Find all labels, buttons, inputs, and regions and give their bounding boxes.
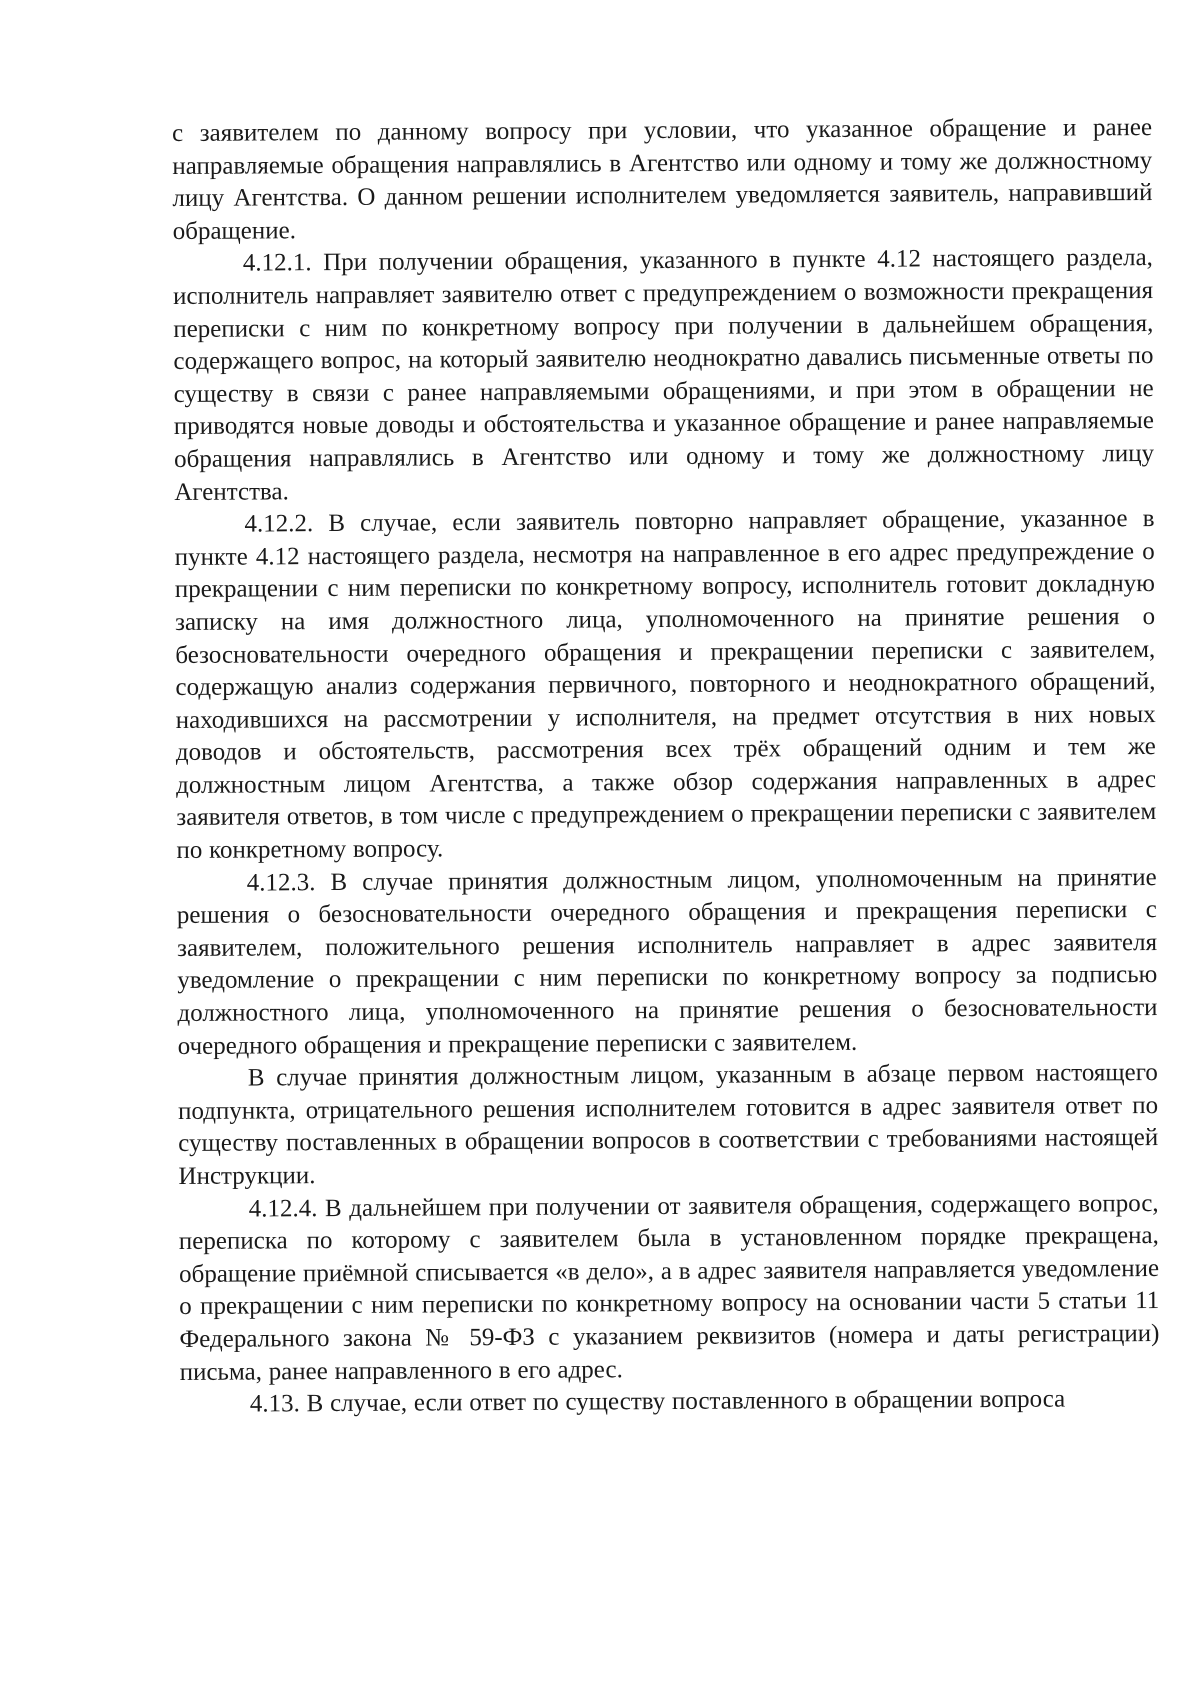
paragraph-4-12-3: 4.12.3. В случае принятия должностным лицом, уполномоченным на принятие решения о безосновательности очередного обращения и прекращения переписки с заявителем, положительного решения исполнитель направляет в адрес заявителя уведомление о прекращении с ним переписки по конкретному вопросу за подписью должностного лица, уполномоченного на принятие решения о безосновательности очередного обращения и прекращение переписки с заявителем.	[176, 863, 1158, 1060]
paragraph-4-12-2: 4.12.2. В случае, если заявитель повторно направляет обращение, указанное в пункте 4.12 настоящего раздела, несмотря на направленное в его адрес предупреждение о прекращении с ним переписки по конкретному вопросу, исполнитель готовит докладную записку на имя должностного лица, уполномоченного на принятие решения о безосновательности очередного обращения и прекращении переписки с заявителем, содержащую анализ содержания первичного, повторного и неоднократного обращений, находившихся на рассмотрении у исполнителя, на предмет отсутствия в них новых доводов и обстоятельств, рассмотрения всех трёх обращений одним и тем же должностным лицом Агентства, а также обзор содержания направленных в адрес заявителя ответов, в том числе с предупреждением о прекращении переписки с заявителем по конкретному вопросу.	[174, 505, 1157, 865]
paragraph-4-12-1: 4.12.1. При получении обращения, указанного в пункте 4.12 настоящего раздела, исполнитель направляет заявителю ответ с предупреждением о возможности прекращения переписки с ним по конкретному вопросу при получении в дальнейшем обращения, содержащего вопрос, на который заявителю неоднократно давались письменные ответы по существу в связи с ранее направляемыми обращениями, и при этом в обращении не приводятся новые доводы и обстоятельства и указанное обращение и ранее направляемые обращения направлялись в Агентство или одному и тому же должностному лицу Агентства.	[173, 244, 1155, 506]
paragraph-continuation: с заявителем по данному вопросу при условии, что указанное обращение и ранее направляемые обращения направлялись в Агентство или одному и тому же должностному лицу Агентства. О данном решении исполнителем уведомляется заявитель, направивший обращение.	[172, 114, 1153, 245]
paragraph-4-13: 4.13. В случае, если ответ по существу поставленного в обращении вопроса	[249, 1385, 1066, 1418]
document-body	[172, 112, 1160, 1422]
paragraph-4-12-4: 4.12.4. В дальнейшем при получении от заявителя обращения, содержащего вопрос, переписка по которому с заявителем была в установленном порядке прекращена, обращение приёмной списывается «в дело», а в адрес заявителя направляется уведомление о прекращении с ним переписки по конкретному вопросу на основании части 5 статьи 11 Федерального закона № 59-ФЗ с указанием реквизитов (номера и даты регистрации) письма, ранее направленного в его адрес.	[178, 1189, 1160, 1386]
paragraph-4-12-3-second: В случае принятия должностным лицом, указанным в абзаце первом настоящего подпункта, отрицательного решения исполнителем готовится в адрес заявителя ответ по существу поставленных в обращении вопросов в соответствии с требованиями настоящей Инструкции.	[177, 1059, 1159, 1190]
